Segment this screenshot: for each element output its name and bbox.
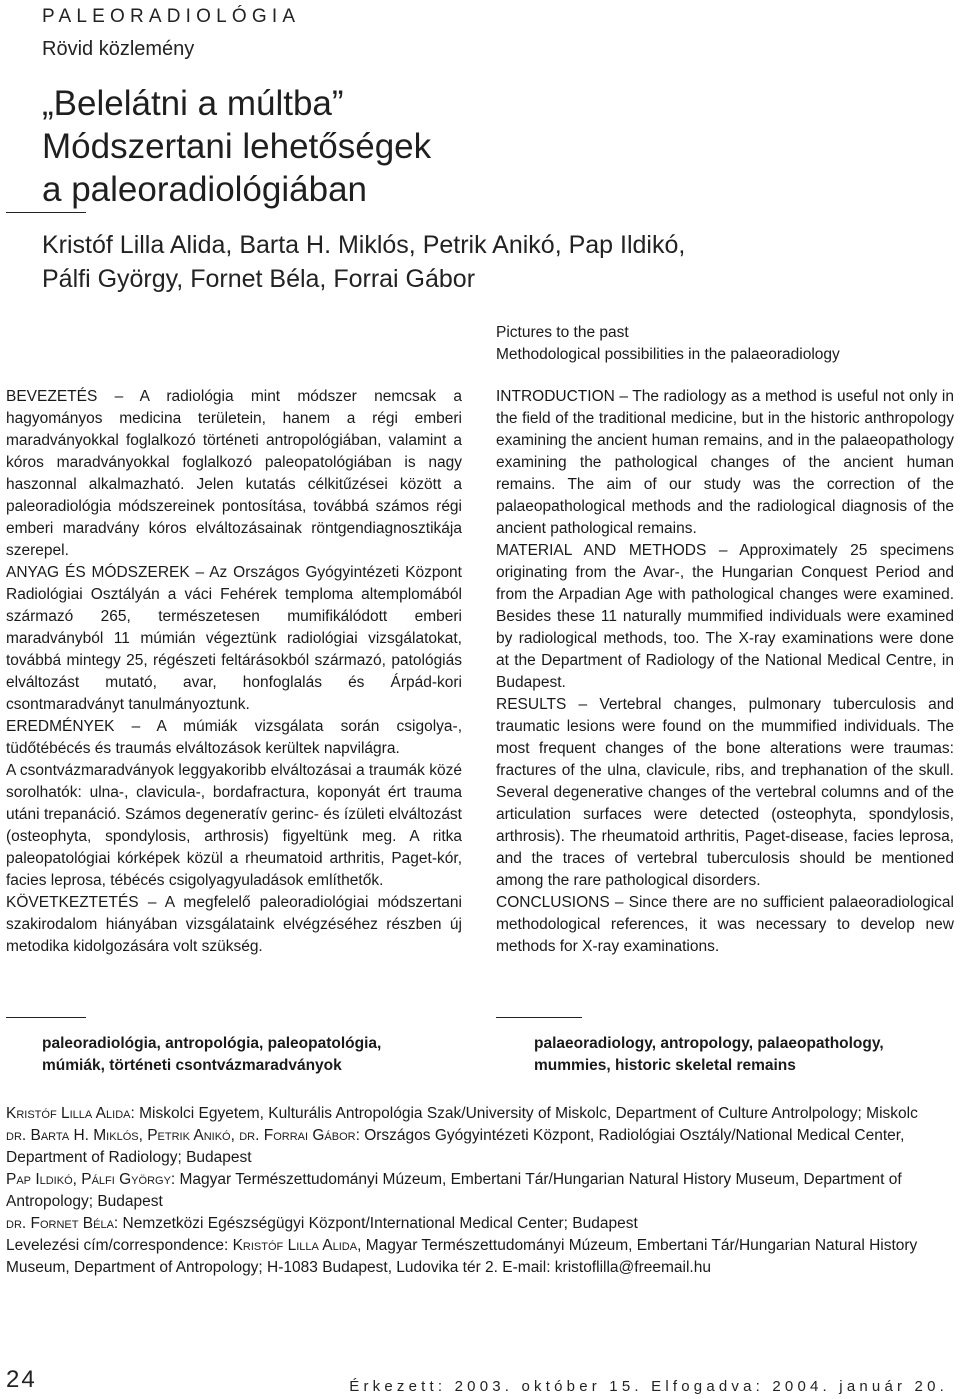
affiliation-text: Nemzetközi Egészségügyi Központ/International Medical Center; Budapest <box>118 1215 638 1232</box>
abstract-english <box>496 386 954 958</box>
correspondence-text: , Magyar Természettudományi Múzeum, Embertani Tár/Hungarian Natural History Museum, Department of Antropology; H-1083 Budapest, Ludovika tér 2. E-mail: kristoflilla@freemail.hu <box>6 1237 918 1276</box>
author-list <box>42 228 685 296</box>
abstract-paragraph: A csontvázmaradványok leggyakoribb elváltozásai a traumák közé sorolhatók: ulna-, clavicula-, bordafractura, koponyát ért trauma utáni trepanáció. Számos degeneratív gerinc- és ízületi elváltozást (osteophyta, spondylosis, arthrosis) figyeltünk meg. A ritka paleopatológiai kórképek közül a rheumatoid arthritis, Paget-kór, facies leprosa, tébécés csigolyagyuladások említhetők. <box>6 762 462 889</box>
article-title <box>42 82 431 211</box>
divider <box>6 1017 86 1018</box>
affiliation-entry <box>6 1125 954 1169</box>
abstract-paragraph: CONCLUSIONS – Since there are no sufficient palaeoradiological methodological references, it was necessary to develop new methods for X-ray examinations. <box>496 894 954 955</box>
abstract-paragraph: ANYAG ÉS MÓDSZEREK – Az Országos Gyógyintézeti Központ Radiológiai Osztályán a váci Fehérek temploma altemplomából származó 265, természetesen mumifikálódott emberi maradványból 11 múmián végeztünk radiológiai vizsgálatokat, továbbá mintegy 25, régészeti feltárásokból származó, patológiás elváltozást mutató, avar, honfoglalás és Árpád-kori csontmaradványt tanulmányoztunk. <box>6 564 462 713</box>
author-line: Pálfi György, Fornet Béla, Forrai Gábor <box>42 265 476 293</box>
english-title <box>496 322 840 366</box>
keywords-hungarian <box>42 1033 462 1077</box>
title-line: a paleoradiológiában <box>42 170 367 209</box>
affiliation-text: Magyar Természettudományi Múzeum, Embertani Tár/Hungarian Natural History Museum, Department of Antropology; Budapest <box>6 1171 902 1210</box>
affiliation-names: dr. Fornet Béla: <box>6 1215 119 1232</box>
english-title-line: Pictures to the past <box>496 324 629 341</box>
journal-section-header: PALEORADIOLÓGIA <box>42 6 301 27</box>
divider <box>6 212 86 213</box>
affiliation-text: Országos Gyógyintézeti Központ, Radiológiai Osztály/National Medical Center, Department of Radiology; Budapest <box>6 1127 905 1166</box>
abstract-paragraph: KÖVETKEZTETÉS – A megfelelő paleoradiológiai módszertani szakirodalom hiányában vizsgálataink elvégzéséhez részben új metodika kidolgozására volt szükség. <box>6 894 462 955</box>
author-line: Kristóf Lilla Alida, Barta H. Miklós, Petrik Anikó, Pap Ildikó, <box>42 231 686 259</box>
divider <box>496 1017 582 1018</box>
affiliation-entry <box>6 1103 954 1125</box>
abstract-hungarian <box>6 386 462 958</box>
affiliation-names: dr. Barta H. Miklós, Petrik Anikó, dr. Forrai Gábor: <box>6 1127 360 1144</box>
keyword-line: mummies, historic skeletal remains <box>534 1057 796 1074</box>
keyword-line: palaeoradiology, antropology, palaeopathology, <box>534 1035 884 1052</box>
abstract-paragraph: RESULTS – Vertebral changes, pulmonary tuberculosis and traumatic lesions were found on the mummified individuals. The most frequent changes of the bone alterations were traumas: fractures of the ulna, clavicule, ribs, and trephanation of the skull. Several degenerative changes of the vertebral columns and of the articulation surfaces were detected (osteophyta, spondylosis, arthrosis). The rheumatoid arthritis, Paget-disease, facies leprosa, and the traces of vertebral tuberculosis should be mentioned among the rare pathological disorders. <box>496 696 954 889</box>
affiliation-names: Kristóf Lilla Alida: <box>6 1105 135 1122</box>
keyword-line: múmiák, történeti csontvázmaradványok <box>42 1057 342 1074</box>
correspondence-prefix: Levelezési cím/correspondence: <box>6 1237 233 1254</box>
received-accepted-dates: Érkezett: 2003. október 15. Elfogadva: 2004. január 20. <box>349 1378 948 1395</box>
keywords-english <box>534 1033 954 1077</box>
abstract-paragraph: INTRODUCTION – The radiology as a method is useful not only in the field of the traditional medicine, but in the historic anthropology examining the ancient human remains, and in the palaeopathology examining the pathological changes of the ancient human remains. The aim of our study was the correction of the palaeopathological methods and the radiological diagnosis of the ancient pathological remains. <box>496 388 954 537</box>
keyword-line: paleoradiológia, antropológia, paleopatológia, <box>42 1035 382 1052</box>
abstract-paragraph: BEVEZETÉS – A radiológia mint módszer nemcsak a hagyományos medicina területein, hanem a régi emberi maradványokkal foglalkozó történeti antropológiában, valamint a kóros maradványokkal foglalkozó paleopatológiában is nagy haszonnal alkalmazható. Jelen kutatás célkitűzései között a paleoradiológia módszereinek pontosítása, továbbá számos régi emberi maradvány kóros elváltozásainak röntgendiagnosztikája szerepel. <box>6 388 462 559</box>
affiliation-text: Miskolci Egyetem, Kulturális Antropológia Szak/University of Miskolc, Department of Culture Antrolpology; Miskolc <box>134 1105 918 1122</box>
page-number: 24 <box>6 1366 37 1393</box>
correspondence <box>6 1235 954 1279</box>
affiliation-entry <box>6 1213 954 1235</box>
affiliations <box>6 1103 954 1279</box>
correspondence-name: Kristóf Lilla Alida <box>232 1237 358 1254</box>
article-type: Rövid közlemény <box>42 38 195 60</box>
abstract-paragraph: EREDMÉNYEK – A múmiák vizsgálata során csigolya-, tüdőtébécés és traumás elváltozások kerültek napvilágra. <box>6 718 462 757</box>
english-title-line: Methodological possibilities in the palaeoradiology <box>496 346 840 363</box>
abstract-paragraph: MATERIAL AND METHODS – Approximately 25 specimens originating from the Avar-, the Hungarian Conquest Period and from the Arpadian Age with pathological changes were examined. Besides these 11 naturally mummified individuals were examined by radiological methods, too. The X-ray examinations were done at the Department of Radiology of the National Medical Centre, in Budapest. <box>496 542 954 691</box>
affiliation-entry <box>6 1169 954 1213</box>
title-line: „Belelátni a múltba” <box>42 84 344 123</box>
title-line: Módszertani lehetőségek <box>42 127 432 166</box>
affiliation-names: Pap Ildikó, Pálfi György: <box>6 1171 176 1188</box>
